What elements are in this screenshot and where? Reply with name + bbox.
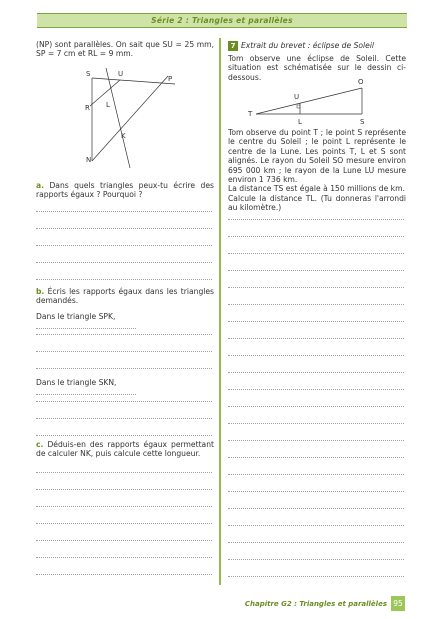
answer-line[interactable]	[36, 245, 212, 246]
exercise-title: Extrait du brevet : éclipse de Soleil	[241, 41, 375, 50]
label-n: N	[86, 156, 92, 164]
left-column	[36, 40, 214, 61]
qa-label: a.	[36, 181, 45, 190]
answer-line[interactable]	[36, 351, 212, 352]
answer-line[interactable]	[36, 506, 212, 507]
answer-line[interactable]	[36, 523, 212, 524]
answer-line[interactable]	[36, 368, 212, 369]
label-o: O	[358, 78, 364, 86]
answer-line[interactable]	[228, 253, 404, 254]
label-p: P	[168, 75, 173, 83]
triangle-figure	[80, 66, 190, 174]
line-sp	[92, 78, 175, 84]
answer-line[interactable]	[36, 418, 212, 419]
skn-answer-field[interactable]	[36, 387, 136, 395]
skn-text: Dans le triangle SKN,	[36, 378, 117, 387]
label-k: K	[121, 132, 126, 140]
answer-line[interactable]	[228, 219, 404, 220]
qc-text: Déduis-en des rapports égaux permettant de calculer NK, puis calcule cette longueur.	[36, 440, 214, 459]
question-a	[36, 181, 214, 202]
answer-line[interactable]	[228, 559, 404, 560]
spk-text: Dans le triangle SPK,	[36, 312, 116, 321]
exercise-7-body	[228, 128, 406, 215]
answer-line[interactable]	[36, 574, 212, 575]
answer-line[interactable]	[36, 472, 212, 473]
answer-line[interactable]	[228, 355, 404, 356]
answer-line[interactable]	[36, 401, 212, 402]
answer-line[interactable]	[228, 321, 404, 322]
intro-text: (NP) sont parallèles. On sait que SU = 25 mm, SP = 7 cm et RL = 9 mm.	[36, 40, 214, 59]
exercise-question: Calcule la distance TL. (Tu donneras l'arrondi au kilomètre.)	[228, 193, 406, 213]
answer-line[interactable]	[36, 262, 212, 263]
spk-answer-field[interactable]	[36, 321, 136, 329]
line-ru	[90, 80, 120, 106]
answer-line[interactable]	[228, 372, 404, 373]
exercise-number: 7	[228, 41, 238, 51]
label-l: L	[106, 101, 110, 109]
column-divider	[219, 38, 221, 585]
answer-line[interactable]	[36, 435, 212, 436]
skn-line	[36, 378, 214, 398]
qa-text: Dans quels triangles peux-tu écrire des rapports égaux ? Pourquoi ?	[36, 181, 214, 200]
qc-label: c.	[36, 440, 44, 449]
answer-line[interactable]	[228, 525, 404, 526]
exercise-intro: Tom observe une éclipse de Soleil. Cette situation est schématisée sur le dessin ci-dessous.	[228, 54, 406, 82]
label-r: R	[85, 104, 90, 112]
label-s2: S	[360, 118, 365, 126]
answer-line[interactable]	[228, 508, 404, 509]
exercise-distance: La distance TS est égale à 150 millions de km.	[228, 184, 405, 194]
answer-line[interactable]	[228, 440, 404, 441]
answer-line[interactable]	[228, 270, 404, 271]
answer-line[interactable]	[36, 334, 212, 335]
line-np	[92, 76, 168, 161]
chapter-footer: Chapitre G2 : Triangles et parallèles	[244, 600, 387, 608]
answer-line[interactable]	[36, 211, 212, 212]
answer-line[interactable]	[228, 542, 404, 543]
answer-line[interactable]	[228, 423, 404, 424]
question-b	[36, 287, 214, 308]
answer-line[interactable]	[228, 474, 404, 475]
qb-label: b.	[36, 287, 45, 296]
answer-line[interactable]	[228, 491, 404, 492]
exercise-context: Tom observe du point T ; le point S représente le centre du Soleil ; le point L représente le centre de la Lune. Les points T, L et S sont alignés. Le rayon du Soleil SO mesure environ 695 000 km ; le rayon de la Lune LU mesure environ 1 736 km.	[228, 128, 406, 185]
line-uk	[106, 68, 130, 168]
label-u: U	[118, 70, 124, 78]
question-c	[36, 440, 214, 461]
answer-line[interactable]	[36, 540, 212, 541]
line-to	[256, 88, 362, 114]
answer-line[interactable]	[228, 287, 404, 288]
right-angle-mark	[297, 105, 300, 108]
eclipse-figure	[244, 74, 384, 126]
page-number: 95	[391, 596, 405, 611]
answer-line[interactable]	[36, 279, 212, 280]
answer-line[interactable]	[228, 304, 404, 305]
label-l2: L	[298, 118, 302, 126]
answer-line[interactable]	[228, 338, 404, 339]
answer-line[interactable]	[36, 489, 212, 490]
label-t: T	[248, 110, 253, 118]
answer-line[interactable]	[228, 236, 404, 237]
series-header: Série 2 : Triangles et parallèles	[37, 13, 407, 28]
label-u2: U	[294, 93, 300, 101]
answer-line[interactable]	[228, 406, 404, 407]
answer-line[interactable]	[228, 576, 404, 577]
qb-text: Écris les rapports égaux dans les triangles demandés.	[36, 287, 215, 306]
spk-line	[36, 312, 214, 332]
answer-line[interactable]	[36, 557, 212, 558]
answer-line[interactable]	[228, 389, 404, 390]
label-s: S	[86, 70, 91, 78]
answer-line[interactable]	[36, 228, 212, 229]
answer-line[interactable]	[228, 457, 404, 458]
